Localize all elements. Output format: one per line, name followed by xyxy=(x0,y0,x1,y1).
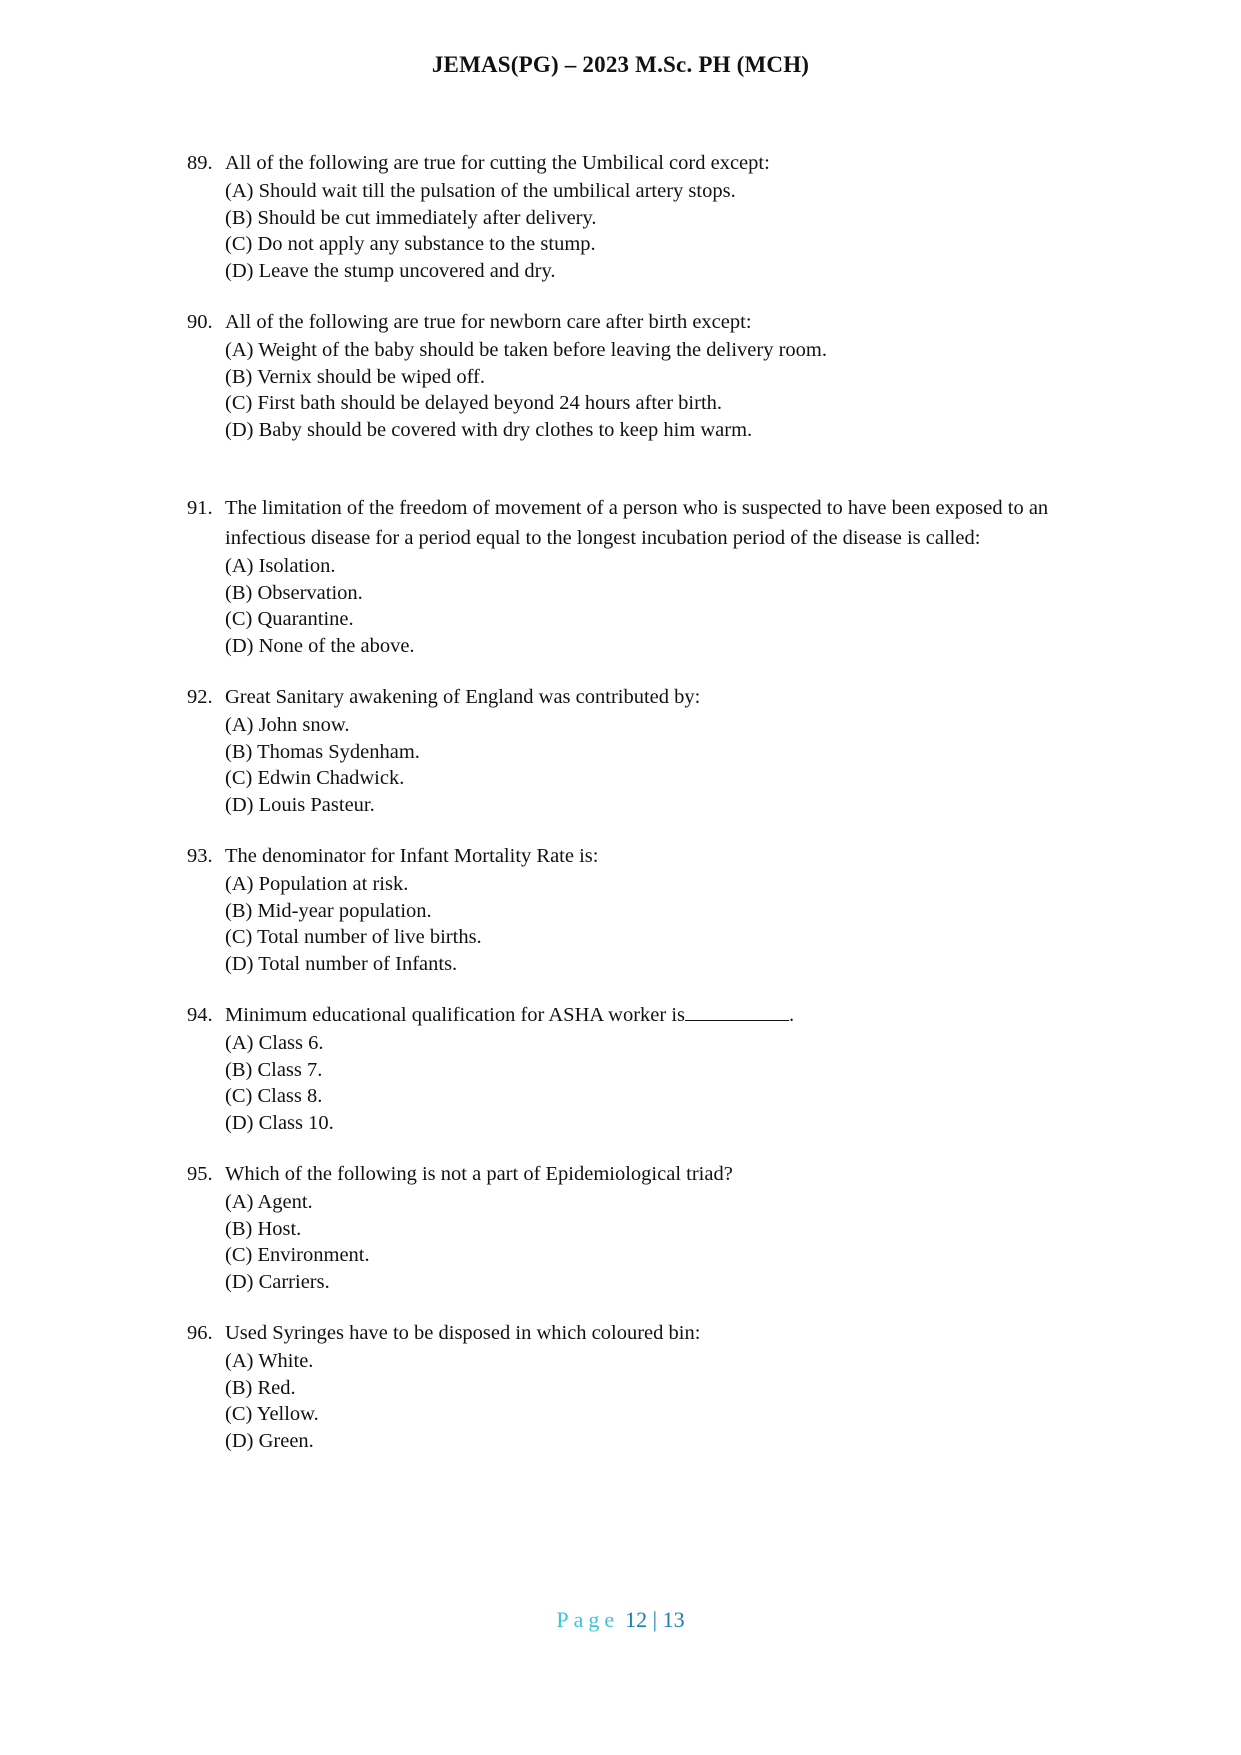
question-number: 93. xyxy=(187,845,213,867)
question-91 xyxy=(187,495,1067,659)
question-text: All of the following are true for newborn care after birth except: xyxy=(225,311,752,333)
fill-in-blank xyxy=(685,1002,789,1021)
option-b: (B) Should be cut immediately after delivery. xyxy=(225,206,597,229)
option-a: (A) Agent. xyxy=(225,1191,313,1213)
option-list xyxy=(225,178,1067,284)
option-a: (A) Weight of the baby should be taken before leaving the delivery room. xyxy=(225,339,827,361)
option-d: (D) Class 10. xyxy=(225,1111,334,1134)
option-b: (B) Thomas Sydenham. xyxy=(225,740,420,763)
option-a: (A) Should wait till the pulsation of the umbilical artery stops. xyxy=(225,180,736,202)
option-b: (B) Host. xyxy=(225,1217,302,1240)
question-text: Which of the following is not a part of Epidemiological triad? xyxy=(225,1163,733,1185)
option-list xyxy=(225,337,1067,443)
option-d: (D) Baby should be covered with dry clothes to keep him warm. xyxy=(225,418,753,441)
question-number: 90. xyxy=(187,311,213,333)
question-93 xyxy=(187,843,1067,977)
option-c: (C) Quarantine. xyxy=(225,608,354,630)
option-b: (B) Red. xyxy=(225,1376,296,1399)
question-text: The denominator for Infant Mortality Rate is: xyxy=(225,845,599,867)
option-d: (D) Louis Pasteur. xyxy=(225,793,375,816)
option-b: (B) Class 7. xyxy=(225,1058,323,1081)
question-number: 95. xyxy=(187,1163,213,1185)
option-c: (C) Total number of live births. xyxy=(225,926,482,948)
question-text: Great Sanitary awakening of England was contributed by: xyxy=(225,686,701,708)
question-text: Minimum educational qualification for ASHA worker is xyxy=(225,1004,686,1026)
option-a: (A) Population at risk. xyxy=(225,873,409,895)
option-c: (C) Environment. xyxy=(225,1244,370,1266)
question-89 xyxy=(187,150,1067,284)
question-92 xyxy=(187,684,1067,818)
option-c: (C) Edwin Chadwick. xyxy=(225,767,405,789)
option-a: (A) John snow. xyxy=(225,714,350,736)
question-text-end: . xyxy=(789,1004,795,1026)
exam-title: JEMAS(PG) – 2023 M.Sc. PH (MCH) xyxy=(431,52,810,77)
page-header xyxy=(0,52,1241,78)
question-90 xyxy=(187,309,1067,443)
question-text: All of the following are true for cutting the Umbilical cord except: xyxy=(225,152,770,174)
option-a: (A) White. xyxy=(225,1350,314,1372)
option-list xyxy=(225,1348,1067,1454)
option-c: (C) Yellow. xyxy=(225,1403,319,1425)
option-c: (C) Do not apply any substance to the stump. xyxy=(225,233,596,255)
option-b: (B) Observation. xyxy=(225,581,363,604)
question-text-wrapper xyxy=(225,1000,1067,1030)
question-96 xyxy=(187,1320,1067,1454)
option-list xyxy=(225,553,1067,659)
question-95 xyxy=(187,1161,1067,1295)
question-text: Used Syringes have to be disposed in which coloured bin: xyxy=(225,1322,701,1344)
question-number: 92. xyxy=(187,686,213,708)
option-d: (D) None of the above. xyxy=(225,634,415,657)
option-d: (D) Leave the stump uncovered and dry. xyxy=(225,259,556,282)
option-list xyxy=(225,1030,1067,1136)
option-d: (D) Green. xyxy=(225,1429,314,1452)
option-d: (D) Total number of Infants. xyxy=(225,952,458,975)
page-label: Page xyxy=(556,1607,620,1632)
question-number: 94. xyxy=(187,1004,213,1026)
question-list xyxy=(187,150,1067,1479)
option-b: (B) Vernix should be wiped off. xyxy=(225,365,486,388)
option-a: (A) Class 6. xyxy=(225,1032,324,1054)
question-number: 91. xyxy=(187,497,213,519)
question-number: 89. xyxy=(187,152,213,174)
question-text: The limitation of the freedom of movement of a person who is suspected to have been exposed to an infectious disease for a period equal to the longest incubation period of the disease is called: xyxy=(225,497,1049,549)
option-b: (B) Mid-year population. xyxy=(225,899,432,922)
option-d: (D) Carriers. xyxy=(225,1270,330,1293)
option-c: (C) First bath should be delayed beyond 24 hours after birth. xyxy=(225,392,723,414)
question-number: 96. xyxy=(187,1322,213,1344)
question-94 xyxy=(187,1002,1067,1136)
option-list xyxy=(225,871,1067,977)
page-footer xyxy=(0,1607,1241,1633)
option-list xyxy=(225,1189,1067,1295)
page-number: 12 | 13 xyxy=(625,1607,685,1632)
option-list xyxy=(225,712,1067,818)
option-a: (A) Isolation. xyxy=(225,555,336,577)
option-c: (C) Class 8. xyxy=(225,1085,323,1107)
